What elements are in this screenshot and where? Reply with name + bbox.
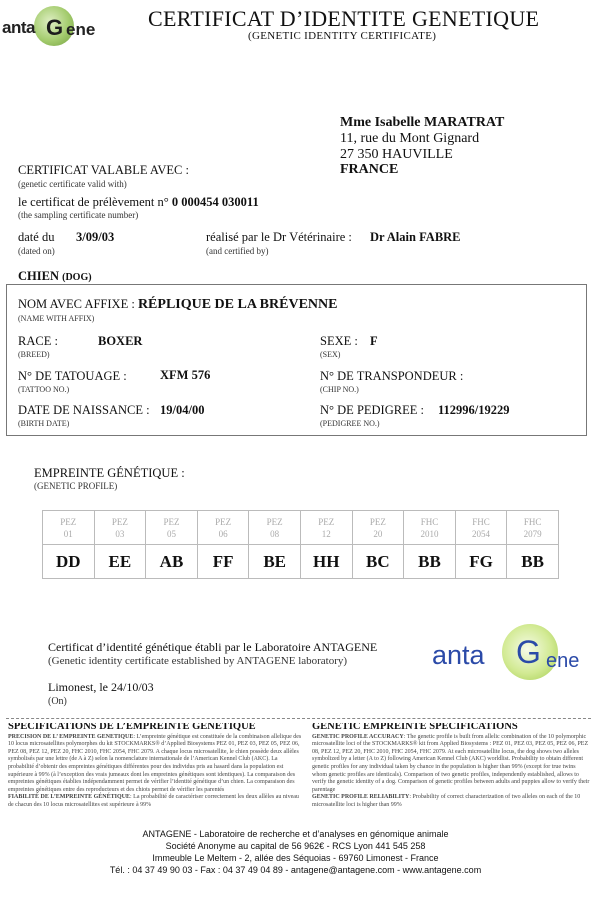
marker-header <box>507 511 559 545</box>
pedigree-label: N° DE PEDIGREE : <box>320 403 424 417</box>
marker-number: 2054 <box>472 528 491 539</box>
footer-line-4: Tél. : 04 37 49 90 03 - Fax : 04 37 49 04 89 - antagene@antagene.com - www.antagene.com <box>109 865 482 875</box>
vet-value: Dr Alain FABRE <box>370 230 461 244</box>
marker-header <box>43 511 95 545</box>
birth-value: 19/04/00 <box>160 403 205 417</box>
owner-street: 11, rue du Mont Gignard <box>340 131 480 146</box>
footer-line-3: Immeuble Le Meltem - 2, allée des Séquoias - 69760 Limonest - France <box>152 853 439 863</box>
allele-value: DD <box>43 545 95 579</box>
issuance-statement-en: (Genetic identity certificate established by ANTAGENE laboratory) <box>48 655 348 667</box>
name-label: NOM AVEC AFFIXE : <box>18 297 135 311</box>
marker-number: 20 <box>373 528 383 539</box>
birth-label-en: (BIRTH DATE) <box>18 419 70 428</box>
species-value: CHIEN <box>18 269 59 283</box>
marker-name: FHC <box>472 516 490 527</box>
marker-header <box>94 511 146 545</box>
issuance-statement: Certificat d’identité génétique établi par le Laboratoire ANTAGENE <box>48 640 378 654</box>
validity-label-en: (genetic certificate valid with) <box>18 179 127 189</box>
place-date-en: (On) <box>48 696 67 707</box>
date-value: 3/09/03 <box>76 230 115 244</box>
marker-name: PEZ <box>163 516 180 527</box>
specs-fr-reliability-text: : La probabilité de caractériser correctement les deux allèles au niveau de chacun des 10 locus microsatellites est supérieure à 99% <box>8 794 299 808</box>
owner-name: Mme Isabelle MARATRAT <box>340 115 505 130</box>
marker-name: PEZ <box>318 516 335 527</box>
marker-number: 12 <box>321 528 331 539</box>
marker-number: 06 <box>218 528 228 539</box>
specs-en-accuracy <box>312 734 591 795</box>
sex-label: SEXE : <box>320 334 358 348</box>
sex-label-en: (SEX) <box>320 350 341 359</box>
owner-city: 27 350 HAUVILLE <box>340 147 453 162</box>
allele-row <box>43 545 559 579</box>
certificate-subtitle: (GENETIC IDENTITY CERTIFICATE) <box>248 30 437 42</box>
specs-en-reliability-title: GENETIC PROFILE RELIABILITY <box>312 794 410 801</box>
footer-line-2: Société Anonyme au capital de 56 962€ - RCS Lyon 441 545 258 <box>165 841 426 851</box>
marker-number: 2079 <box>523 528 542 539</box>
vet-label-en: (and certified by) <box>206 246 269 256</box>
logo-text-g: G <box>46 15 64 40</box>
specs-en-accuracy-title: GENETIC PROFILE ACCURACY <box>312 733 404 740</box>
tattoo-value: XFM 576 <box>160 368 211 382</box>
specs-en-reliability-text: : Probability of correct characterization of two alleles on each of the 10 microsatellite loci is higher than 99% <box>312 794 581 808</box>
allele-value: FG <box>455 545 507 579</box>
marker-header <box>146 511 198 545</box>
specs-fr-accuracy <box>8 734 302 795</box>
marker-number: 01 <box>63 528 73 539</box>
breed-label: RACE : <box>18 334 58 348</box>
logo-large-text-g: G <box>516 634 541 670</box>
certificate-title: CERTIFICAT D’IDENTITE GENETIQUE <box>148 6 540 31</box>
marker-header <box>352 511 404 545</box>
allele-value: AB <box>146 545 198 579</box>
genetic-profile-table <box>42 510 559 579</box>
allele-value: HH <box>300 545 352 579</box>
specs-en-reliability <box>312 794 591 809</box>
allele-value: BE <box>249 545 301 579</box>
marker-number: 2010 <box>420 528 439 539</box>
logo-large-text-right: ene <box>546 650 580 672</box>
pedigree-value: 112996/19229 <box>438 403 510 417</box>
allele-value: BB <box>507 545 559 579</box>
logo-text-right: ene <box>66 20 96 39</box>
pedigree-label-en: (PEDIGREE NO.) <box>320 419 380 428</box>
profile-title: EMPREINTE GÉNÉTIQUE : <box>34 466 185 480</box>
sampling-row <box>18 195 259 210</box>
sex-value: F <box>370 334 378 348</box>
sampling-number: 0 000454 030011 <box>171 195 259 209</box>
marker-number: 08 <box>270 528 280 539</box>
allele-value: FF <box>197 545 249 579</box>
sampling-label: le certificat de prélèvement n° <box>18 195 169 209</box>
marker-number: 03 <box>115 528 125 539</box>
date-label-en: (dated on) <box>18 246 55 256</box>
marker-name: FHC <box>420 516 439 527</box>
marker-name: PEZ <box>266 516 283 527</box>
specs-en-accuracy-text: : The genetic profile is built from allelic combination of the 10 polymorphic microsatellite loci of the STOCKMARKS® kit from Applied Biosystems : PEZ 01, PEZ 03, PEZ 05, PEZ 06, PEZ 08, PEZ 12, PEZ 20, FHC 2010, FHC 2054, FHC 2079. At each microsatellite locus, the dog shows two alleles symbolized by a letter (A to Z) following American Kennel Club (AKC) worldlist. Probability to obtain different genetic profiles for any individual taken by chance in the population is higher than 99% (except for true twins whom genetic profiles are identicals). Comparison of two genetic profiles, independently established, allows to verify the genetic identity of a dog. Comparison of genetic profiles between adults and puppies allow to verify their parentage <box>312 733 590 793</box>
marker-header <box>249 511 301 545</box>
species <box>18 269 92 284</box>
specs-en-title: GENETIC EMPREINTE SPECIFICATIONS <box>312 723 518 732</box>
marker-header <box>300 511 352 545</box>
owner-country: FRANCE <box>340 162 399 177</box>
marker-header <box>197 511 249 545</box>
specs-fr-reliability-title: FIABILITÉ DE L’EMPREINTE GÉNÉTIQUE <box>8 794 130 801</box>
breed-label-en: (BREED) <box>18 350 50 359</box>
allele-value: BB <box>404 545 456 579</box>
marker-name: PEZ <box>111 516 128 527</box>
validity-label: CERTIFICAT VALABLE AVEC : <box>18 163 189 177</box>
marker-name: FHC <box>523 516 542 527</box>
marker-name: PEZ <box>215 516 232 527</box>
vet-label: réalisé par le Dr Vétérinaire : <box>206 230 352 244</box>
marker-header <box>404 511 456 545</box>
tattoo-label: N° DE TATOUAGE : <box>18 369 127 383</box>
marker-name: PEZ <box>60 516 77 527</box>
chip-label: N° DE TRANSPONDEUR : <box>320 369 464 383</box>
species-en: (DOG) <box>62 272 92 283</box>
marker-number: 05 <box>166 528 176 539</box>
specs-fr <box>8 723 302 821</box>
antagene-logo <box>2 6 112 50</box>
name-value: RÉPLIQUE DE LA BRÉVENNE <box>137 297 338 312</box>
specs-fr-accuracy-title: PRECISION DE L’ EMPREINTE GENETIQUE <box>8 733 134 740</box>
profile-title-en: (GENETIC PROFILE) <box>34 481 118 491</box>
breed-value: BOXER <box>98 334 143 348</box>
name-label-en: (NAME WITH AFFIX) <box>18 314 95 323</box>
place-date: Limonest, le 24/10/03 <box>48 680 154 694</box>
sampling-label-en: (the sampling certificate number) <box>18 210 139 220</box>
footer-line-1: ANTAGENE - Laboratoire de recherche et d’analyses en génomique animale <box>142 829 449 839</box>
allele-value: EE <box>94 545 146 579</box>
marker-name: PEZ <box>369 516 386 527</box>
chip-label-en: (CHIP NO.) <box>320 385 359 394</box>
marker-header <box>455 511 507 545</box>
specs-fr-reliability <box>8 794 302 809</box>
date-label: daté du <box>18 230 55 244</box>
logo-large-text-left: anta <box>432 640 485 670</box>
allele-value: BC <box>352 545 404 579</box>
specs-fr-title: SPECIFICATIONS DE L’EMPREINTE GENETIQUE <box>8 723 256 732</box>
marker-header-row <box>43 511 559 545</box>
specs-fr-accuracy-text: : L’empreinte génétique est constituée de la combinaison allelique des 10 locus microsatellites polymorphes du kit STOCKMARKS® d’Applied Biosystems PEZ 01, PEZ 03, PEZ 05, PEZ 06, PEZ 08, PEZ 12, PEZ 20, FHC 2010, FHC 2054, FHC 2079. A chaque locus microsatellite, le chien possède deux allèles symbolisés par une lettre (de A à Z) selon la nomenclature internationale de l’American Kennel Club (AKC). La probabilité d’obtenir des empreintes génétiques différentes pour des individus pris au hasard dans la population est supérieure à 99% (à l’exception des vrais jumeaux dont les empreintes génétiques sont identiques). La comparaison des empreintes génétiques établies indépendamment permet de vérifier l’identité génétique d’un chien. La comparaison des empreintes génétiques entre des reproducteurs et des chiots permet de vérifier les parentés <box>8 733 302 793</box>
antagene-logo-large <box>432 622 580 684</box>
company-footer <box>0 828 591 876</box>
specs-en <box>312 723 591 821</box>
specifications-section <box>6 718 591 822</box>
logo-text-left: anta <box>2 18 35 37</box>
name-row <box>18 297 337 313</box>
birth-label: DATE DE NAISSANCE : <box>18 403 150 417</box>
tattoo-label-en: (TATTOO NO.) <box>18 385 70 394</box>
